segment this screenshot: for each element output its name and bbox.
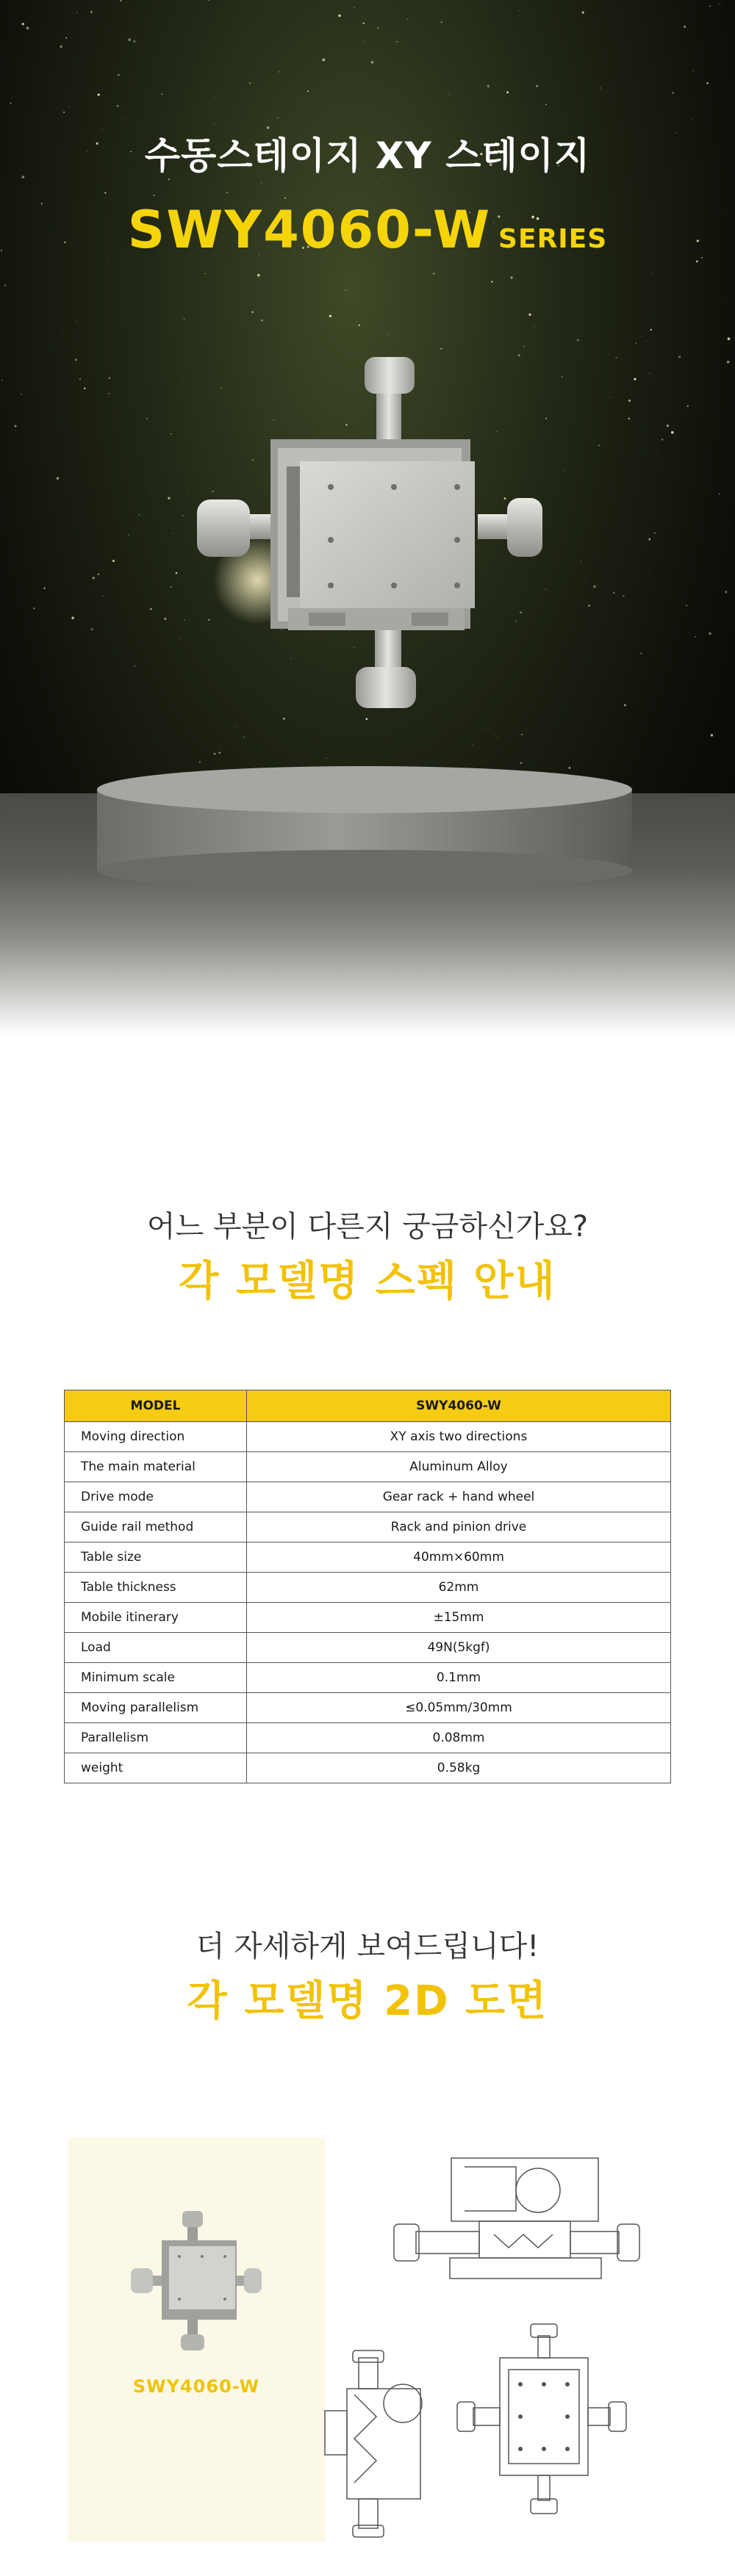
table-row (65, 1603, 671, 1633)
spec-value: 49N(5kgf) (247, 1633, 671, 1663)
drawing-section-subtitle: 더 자세하게 보여드립니다! (196, 1930, 539, 1963)
spec-value: Gear rack + hand wheel (247, 1482, 671, 1512)
spec-label: Moving parallelism (65, 1693, 247, 1723)
spec-value: Aluminum Alloy (247, 1452, 671, 1482)
hero-title: 수동스테이지 XY 스테이지 (144, 134, 591, 177)
spec-table-header (65, 1390, 671, 1422)
table-row (65, 1512, 671, 1543)
spec-label: Guide rail method (65, 1512, 247, 1543)
drawing-panel (68, 2137, 667, 2541)
front-elevation-view (325, 2350, 422, 2537)
series-label: SERIES (498, 224, 608, 254)
spec-label: Drive mode (65, 1482, 247, 1512)
model-code: SWY4060-W (127, 200, 492, 260)
spec-value: 0.58kg (247, 1753, 671, 1783)
spec-section-subtitle: 어느 부분이 다른지 궁금하신가요? (146, 1210, 589, 1244)
spec-value: XY axis two directions (247, 1422, 671, 1452)
spec-value: ≤0.05mm/30mm (247, 1693, 671, 1723)
table-row (65, 1573, 671, 1603)
header-model: MODEL (65, 1390, 247, 1422)
spec-value: 62mm (247, 1573, 671, 1603)
thumbnail-model-label: SWY4060-W (132, 2376, 260, 2397)
table-row (65, 1753, 671, 1783)
2d-technical-drawing (68, 2137, 667, 2541)
drawing-section-title: 각 모델명 2D 도면 (187, 1977, 548, 2025)
header-model-value: SWY4060-W (247, 1390, 671, 1422)
spec-label: Mobile itinerary (65, 1603, 247, 1633)
spec-value: Rack and pinion drive (247, 1512, 671, 1543)
table-row (65, 1693, 671, 1723)
spec-label: Minimum scale (65, 1663, 247, 1693)
table-row (65, 1723, 671, 1753)
side-elevation-view (394, 2158, 639, 2279)
spec-table (64, 1390, 671, 1783)
spec-value: 0.08mm (247, 1723, 671, 1753)
spec-label: Moving direction (65, 1422, 247, 1452)
table-row (65, 1543, 671, 1573)
spec-label: weight (65, 1753, 247, 1783)
spec-label: Load (65, 1633, 247, 1663)
spec-value: ±15mm (247, 1603, 671, 1633)
hero-banner (0, 0, 735, 1036)
spec-value: 40mm×60mm (247, 1543, 671, 1573)
spec-section-title: 각 모델명 스펙 안내 (179, 1258, 556, 1305)
spec-label: Parallelism (65, 1723, 247, 1753)
table-row (65, 1452, 671, 1482)
spec-label: Table size (65, 1543, 247, 1573)
spec-label: Table thickness (65, 1573, 247, 1603)
spec-value: 0.1mm (247, 1663, 671, 1693)
spec-label: The main material (65, 1452, 247, 1482)
table-row (65, 1482, 671, 1512)
table-row (65, 1422, 671, 1452)
plan-view (457, 2324, 626, 2514)
xy-stage-product-image (0, 0, 735, 1036)
table-row (65, 1633, 671, 1663)
table-row (65, 1663, 671, 1693)
